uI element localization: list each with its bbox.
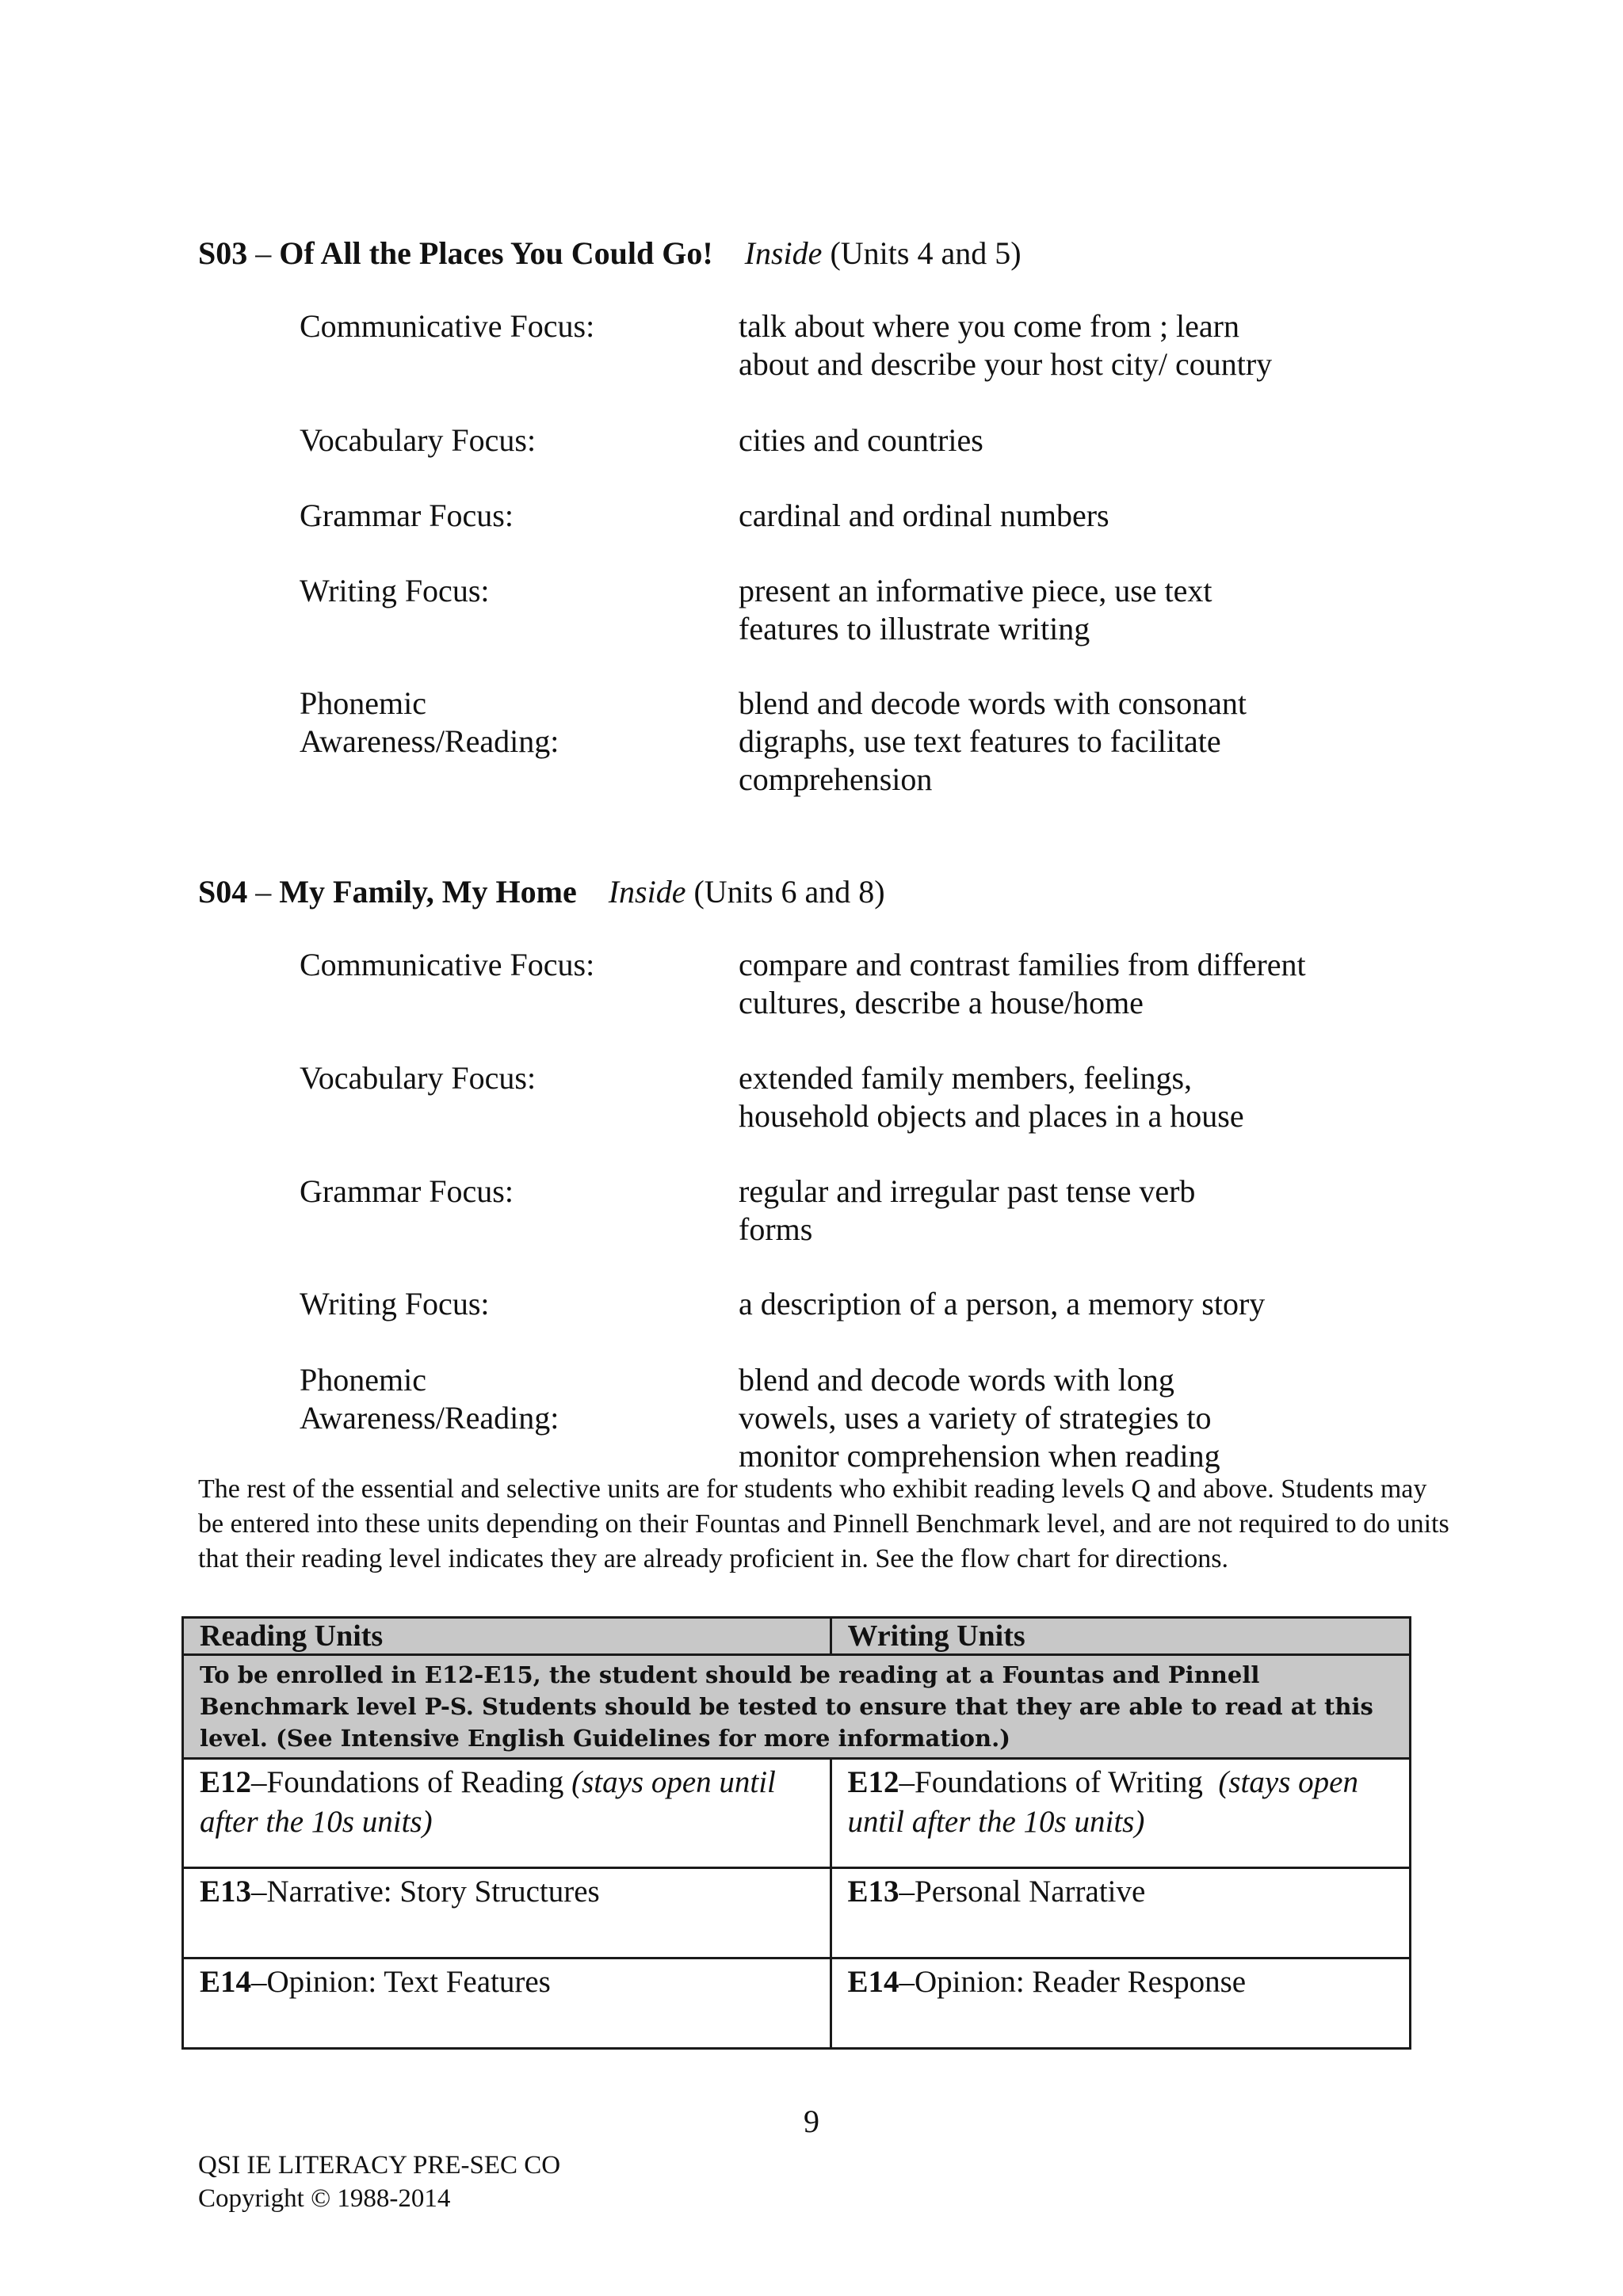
footer-copyright: Copyright © 1988-2014 <box>198 2184 451 2213</box>
focus-value: regular and irregular past tense verb forms <box>739 1173 1196 1247</box>
focus-value: extended family members, feelings, household objects and places in a house <box>739 1060 1244 1134</box>
unit-name: –Foundations of Reading <box>251 1765 572 1799</box>
focus-value: compare and contrast families from different cultures, describe a house/home <box>739 947 1306 1020</box>
unit-code: E12 <box>200 1765 252 1799</box>
focus-label: Communicative Focus: <box>300 947 595 982</box>
unit-code: E14 <box>847 1965 899 1999</box>
unit-name: –Opinion: Reader Response <box>899 1965 1247 1999</box>
unit-name: –Personal Narrative <box>899 1875 1146 1909</box>
reading-unit-cell <box>183 1958 831 2049</box>
focus-value: blend and decode words with long vowels, uses a variety of strategies to monitor comprehension when reading <box>739 1362 1220 1474</box>
table-row <box>183 1759 1411 1868</box>
writing-unit-cell <box>831 1759 1411 1868</box>
enrollment-note: To be enrolled in E12-E15, the student should be reading at a Fountas and Pinnell Benchmark level P-S. Students should be tested to ensure that they are able to read at this level. (See Intensive English Guidelines for more information.) <box>183 1655 1411 1759</box>
unit-code: E14 <box>200 1965 252 1999</box>
focus-value: present an informative piece, use text features to illustrate writing <box>739 573 1212 646</box>
section-separator: – <box>247 874 280 910</box>
table-header-row <box>183 1618 1411 1655</box>
focus-label: Writing Focus: <box>300 1286 490 1322</box>
focus-label: Phonemic Awareness/Reading: <box>300 1362 559 1436</box>
focus-label: Communicative Focus: <box>300 308 595 344</box>
focus-label: Phonemic Awareness/Reading: <box>300 685 559 759</box>
header-writing-units: Writing Units <box>831 1618 1411 1655</box>
unit-code: E13 <box>200 1875 252 1909</box>
focus-value: talk about where you come from ; learn about and describe your host city/ country <box>739 308 1273 382</box>
unit-name: –Foundations of Writing <box>899 1765 1219 1799</box>
reading-unit-cell <box>183 1759 831 1868</box>
book-units: (Units 4 and 5) <box>822 235 1022 271</box>
focus-label: Grammar Focus: <box>300 1173 514 1209</box>
unit-note: (stays open until after the 10s units) <box>847 1765 1358 1839</box>
header-reading-units: Reading Units <box>183 1618 831 1655</box>
book-title: Inside <box>744 235 823 271</box>
unit-note: (stays open until after the 10s units) <box>200 1765 776 1839</box>
units-table <box>181 1616 1411 2050</box>
section-code: S04 <box>198 874 248 910</box>
focus-label: Writing Focus: <box>300 573 490 608</box>
focus-label: Vocabulary Focus: <box>300 1060 537 1096</box>
section-code: S03 <box>198 235 248 271</box>
writing-unit-cell <box>831 1958 1411 2049</box>
section-title: My Family, My Home <box>279 874 577 910</box>
unit-name: –Narrative: Story Structures <box>251 1875 600 1909</box>
section-heading-s04 <box>198 873 885 910</box>
table-note-row <box>183 1655 1411 1759</box>
unit-name: –Opinion: Text Features <box>251 1965 551 1999</box>
focus-value: a description of a person, a memory story <box>739 1286 1266 1322</box>
book-units: (Units 6 and 8) <box>685 874 885 910</box>
focus-value: blend and decode words with consonant digraphs, use text features to facilitate comprehension <box>739 685 1247 797</box>
unit-code: E12 <box>847 1765 899 1799</box>
reading-unit-cell <box>183 1868 831 1958</box>
table-row <box>183 1958 1411 2049</box>
section-title: Of All the Places You Could Go! <box>279 235 713 271</box>
table-row <box>183 1868 1411 1958</box>
focus-label: Grammar Focus: <box>300 498 514 533</box>
page-number: 9 <box>804 2103 819 2139</box>
section-separator: – <box>247 235 280 271</box>
focus-value: cardinal and ordinal numbers <box>739 498 1109 533</box>
focus-label: Vocabulary Focus: <box>300 422 537 458</box>
focus-value: cities and countries <box>739 422 983 458</box>
unit-code: E13 <box>847 1875 899 1909</box>
writing-unit-cell <box>831 1868 1411 1958</box>
section-heading-s03 <box>198 235 1022 272</box>
footer-doc-title: QSI IE LITERACY PRE-SEC CO <box>198 2151 561 2180</box>
book-title: Inside <box>608 874 686 910</box>
intro-paragraph: The rest of the essential and selective units are for students who exhibit reading levels Q and above. Students may be entered into these units depending on their Fountas and Pinnell Benchmark level, and are not required to do units that their reading level indicates they are already proficient in. See the flow chart for directions. <box>198 1474 1449 1573</box>
